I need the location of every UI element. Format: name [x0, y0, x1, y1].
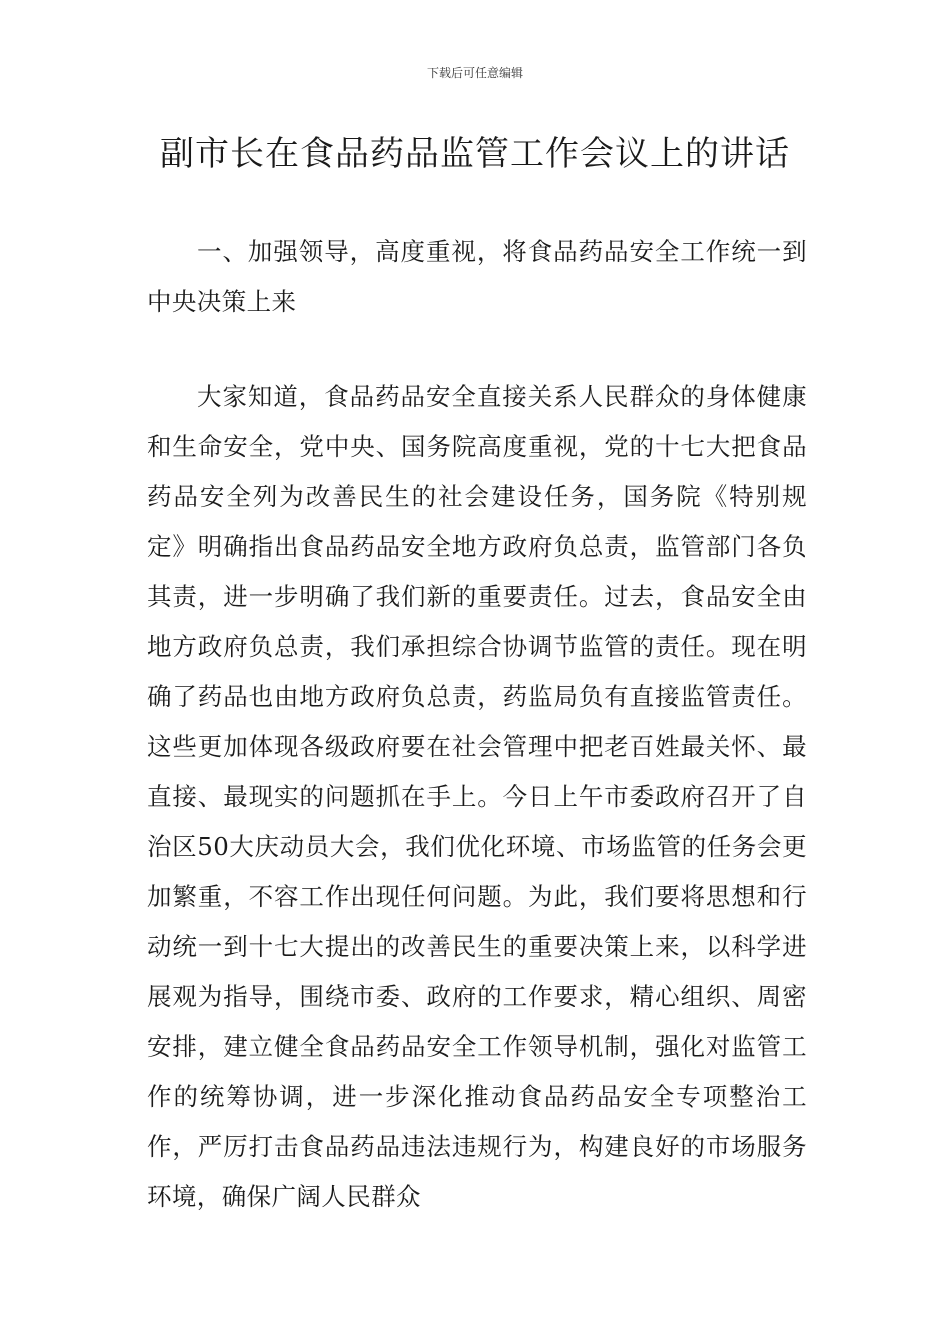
document-title: 副市长在食品药品监管工作会议上的讲话	[160, 134, 790, 174]
body-paragraph: 大家知道，食品药品安全直接关系人民群众的身体健康和生命安全，党中央、国务院高度重视，党的十七大把食品药品安全列为改善民生的社会建设任务，国务院《特别规定》明确指出食品药品安全地方政府负总责，监管部门各负其责，进一步明确了我们新的重要责任。过去，食品安全由地方政府负总责，我们承担综合协调节监管的责任。现在明确了药品也由地方政府负总责，药监局负有直接监管责任。这些更加体现各级政府要在社会管理中把老百姓最关怀、最直接、最现实的问题抓在手上。今日上午市委政府召开了自治区50大庆动员大会，我们优化环境、市场监管的任务会更加繁重，不容工作出现任何问题。为此，我们要将思想和行动统一到十七大提出的改善民生的重要决策上来，以科学进展观为指导，围绕市委、政府的工作要求，精心组织、周密安排，建立健全食品药品安全工作领导机制，强化对监管工作的统筹协调，进一步深化推动食品药品安全专项整治工作，严厉打击食品药品违法违规行为，构建良好的市场服务环境，确保广阔人民群众	[147, 382, 807, 1211]
header-note: 下载后可任意编辑	[426, 66, 523, 80]
section-heading: 一、加强领导，高度重视，将食品药品安全工作统一到中央决策上来	[147, 237, 807, 316]
